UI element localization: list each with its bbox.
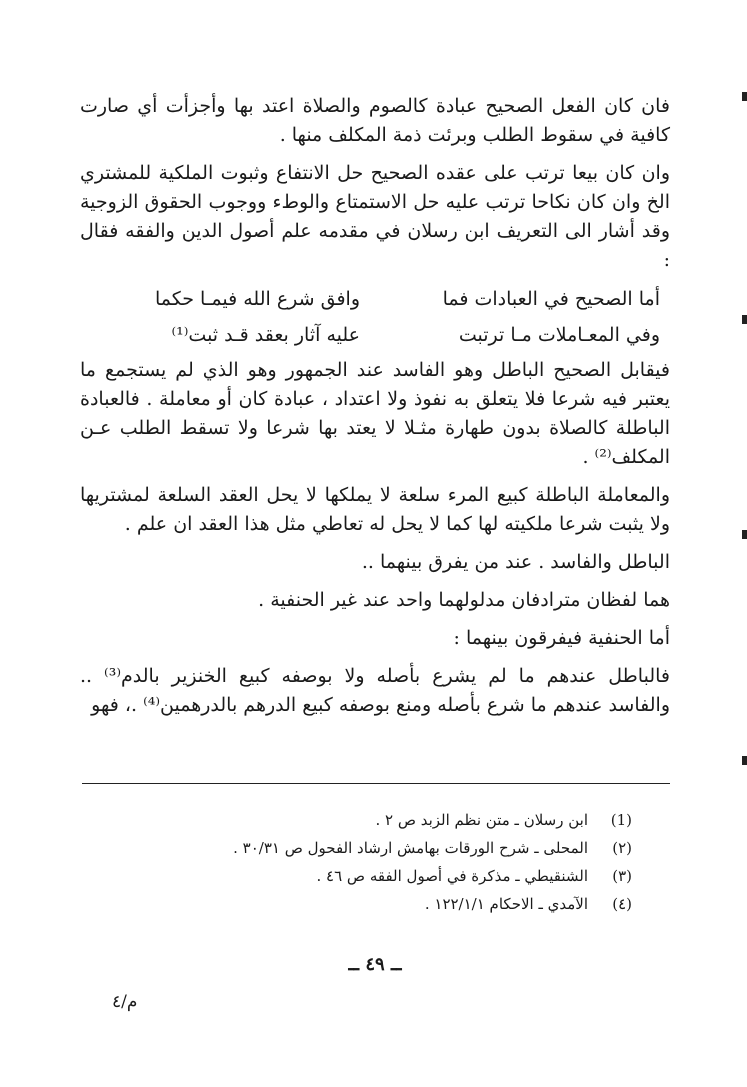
footnote-text: المحلى ـ شرح الورقات بهامش ارشاد الفحول ص ٣٠/٣١ .: [233, 839, 588, 857]
footnotes: [160, 806, 632, 918]
footnote-divider: [82, 783, 670, 784]
scan-edge-mark: [742, 530, 747, 539]
page-number: ــ ٤٩ ــ: [348, 954, 402, 975]
verse-line: [80, 284, 670, 314]
verse-hemistich: عليه آثار بعقد قـد ثبت⁽¹⁾: [171, 324, 360, 346]
paragraph-hanafi: أما الحنفية فيفرقون بينهما :: [453, 627, 670, 649]
verse-hemistich: أما الصحيح في العبادات فما: [442, 288, 660, 310]
paragraph-synonyms: هما لفظان مترادفان مدلولهما واحد عند غير الحنفية .: [258, 589, 670, 611]
scan-edge-mark: [742, 92, 747, 101]
scan-edge-mark: [742, 756, 747, 765]
paragraph-void: فيقابل الصحيح الباطل وهو الفاسد عند الجمهور وهو الذي لم يستجمع ما يعتبر فيه شرعا فلا يتعلق به نفوذ ولا اعتداد ، عبادة كان أو معاملة . فالعبادة الباطلة كالصلاة بدون طهارة مثـلا لا يعتد بها شرعا ولا تسقط الطلب عـن المكلف⁽²⁾ .: [80, 359, 670, 468]
paragraph-sale-marriage: وان كان بيعا ترتب على عقده الصحيح حل الانتفاع وثبوت الملكية للمشتري الخ وان كان نكاحا ترتب عليه حل الاستمتاع والوطء ووجوب الحقوق الزوجية وقد أشار الى التعريف ابن رسلان في مقدمه علم أصول الدين والفقه فقال :: [80, 162, 670, 271]
signature-mark: م/٤: [112, 992, 138, 1012]
verse-line: [80, 320, 670, 350]
footnote: [160, 806, 632, 834]
paragraph-hanafi-definition: فالباطل عندهم ما لم يشرع بأصله ولا بوصفه كبيع الخنزير بالدم⁽³⁾ .. والفاسد عندهم ما شرع بأصله ومنع بوصفه كبيع الدرهم بالدرهمين⁽⁴⁾ .، فهو: [80, 665, 670, 716]
footnote: [160, 862, 632, 890]
paragraph-heading-void-corrupt: الباطل والفاسد . عند من يفرق بينهما ..: [361, 551, 670, 573]
verse-hemistich: وافق شرع الله فيمـا حكما: [155, 288, 360, 310]
footnote-number: (٤): [612, 895, 632, 913]
paragraph-worship: فان كان الفعل الصحيح عبادة كالصوم والصلاة اعتد بها وأجزأت أي صارت كافية في سقوط الطلب وبرئت ذمة المكلف منها .: [80, 95, 670, 146]
footnote: [160, 890, 632, 918]
footnote-text: الشنقيطي ـ مذكرة في أصول الفقه ص ٤٦ .: [316, 867, 588, 885]
footnote-number: (٣): [612, 867, 632, 885]
footnote-text: الآمدي ـ الاحكام ١٢٢/١/١ .: [424, 895, 588, 913]
footnote-text: ابن رسلان ـ متن نظم الزبد ص ٢ .: [375, 811, 588, 829]
footnote-number: (٢): [612, 839, 632, 857]
paragraph-void-transaction: والمعاملة الباطلة كبيع المرء سلعة لا يملكها لا يحل العقد السلعة لمشتريها ولا يثبت شرعا ملكيته لها كما لا يحل له تعاطي مثل هذا العقد ان علم .: [80, 484, 670, 535]
main-text: [80, 92, 670, 729]
verse-hemistich: وفي المعـاملات مـا ترتبت: [458, 324, 660, 346]
footnote: [160, 834, 632, 862]
footnote-number: (1): [610, 811, 632, 829]
scan-edge-mark: [742, 315, 747, 324]
